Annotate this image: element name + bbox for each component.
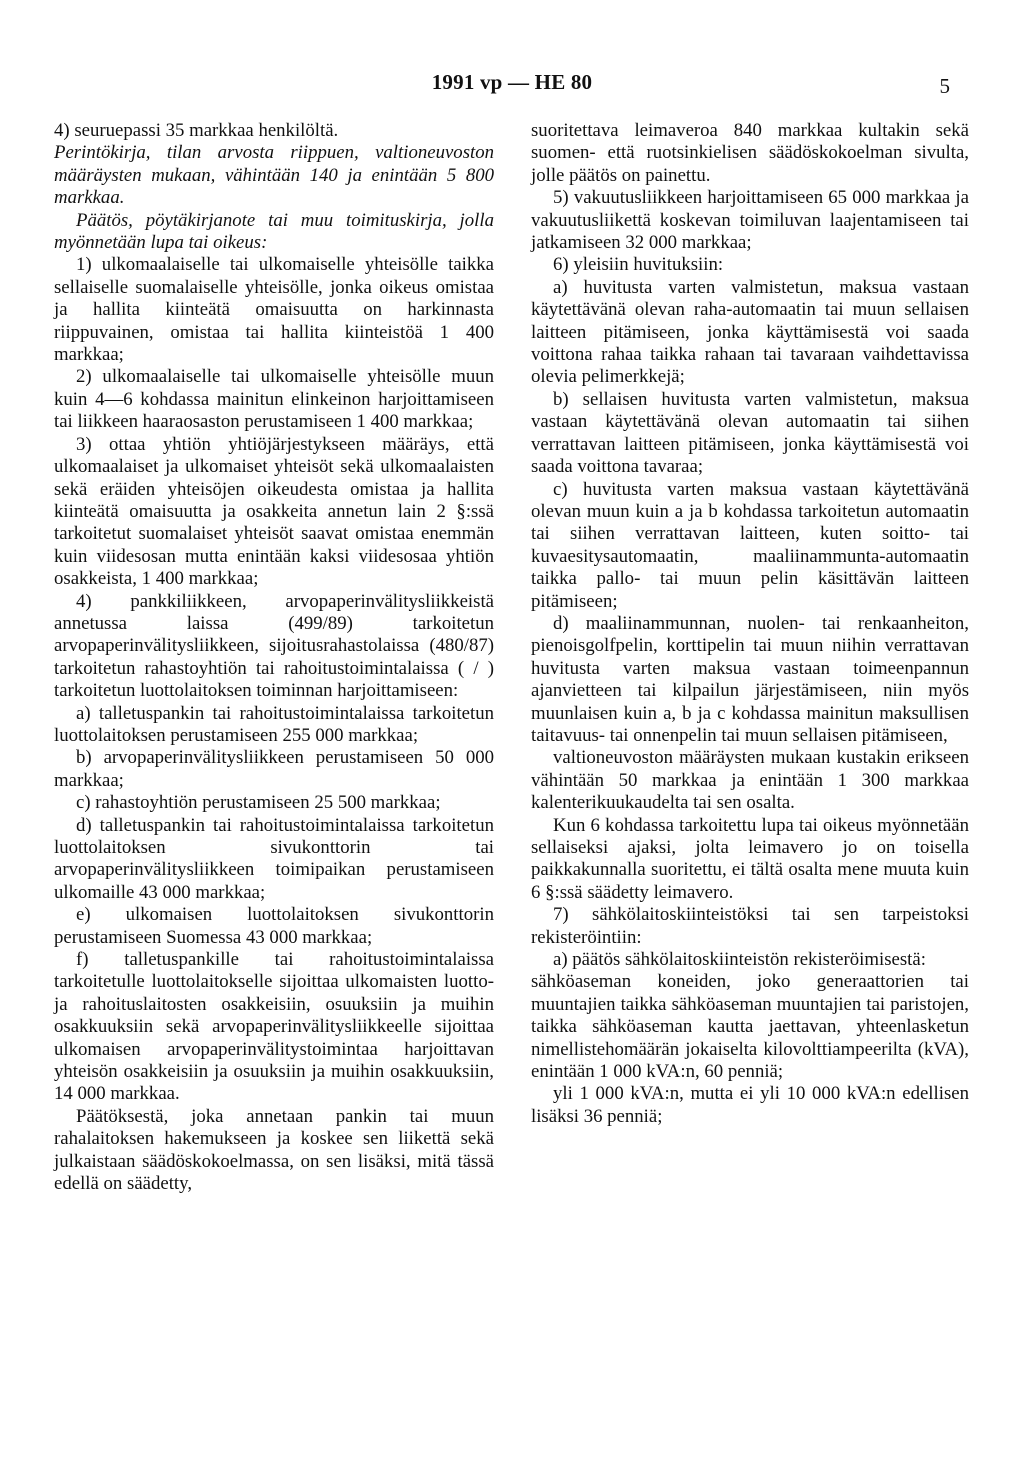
paragraph: 6) yleisiin huvituksiin: <box>553 254 724 276</box>
paragraph: 5) vakuutusliikkeen harjoittamiseen 65 000 markkaa ja vakuutusliikettä koskevan toimiluvan laajentamiseen tai jatkamiseen 32 000 markkaa; <box>531 187 969 254</box>
page-header <box>0 70 1024 100</box>
paragraph: d) talletuspankin tai rahoitustoimintalaissa tarkoitetun luottolaitoksen sivukonttorin tai arvopaperinvälitysliikkeen toimipaikan perustamiseen ulkomaille 43 000 markkaa; <box>54 814 494 903</box>
paragraph: suoritettava leimaveroa 840 markkaa kultakin sekä suomen- että ruotsinkielisen säädöskokoelman sivulta, jolle päätös on painettu. <box>531 120 969 186</box>
paragraph: e) ulkomaisen luottolaitoksen sivukonttorin perustamiseen Suomessa 43 000 markkaa; <box>54 904 494 948</box>
paragraph: 1) ulkomaalaiselle tai ulkomaiselle yhteisölle taikka sellaiselle suomalaiselle yhteisölle, jonka oikeus omistaa ja hallita kiinteätä omaisuutta on harkinnasta riippuvainen, omistaa tai hallita kiinteistöä 1 400 markkaa; <box>54 254 494 366</box>
paragraph: Päätöksestä, joka annetaan pankin tai muun rahalaitoksen hakemukseen ja koskee sen liikettä sekä julkaistaan säädöskokoelmassa, on sen lisäksi, mitä tässä edellä on säädetty, <box>54 1105 494 1195</box>
paragraph: c) huvitusta varten maksua vastaan käytettävänä olevan muun kuin a ja b kohdassa tarkoitetun automaatin tai siihen verrattavan laitteen, kuten soitto- tai kuvaesitysautomaatin, maaliinammunta-automaatin taikka pallo- tai muun pelin käsittävän laitteen pitämiseen; <box>531 478 969 612</box>
paragraph: a) talletuspankin tai rahoitustoimintalaissa tarkoitetun luottolaitoksen perustamiseen 255 000 markkaa; <box>54 702 494 746</box>
paragraph: Kun 6 kohdassa tarkoitettu lupa tai oikeus myönnetään sellaiseksi ajaksi, jolta leimavero jo on toisella paikkakunnalla suoritettu, ei tältä osalta mene muuta kuin 6 §:ssä säädetty leimavero. <box>531 814 969 903</box>
paragraph <box>54 142 494 209</box>
paragraph <box>54 210 494 255</box>
header-title: 1991 vp — HE 80 <box>431 70 593 94</box>
paragraph: 4) seuruepassi 35 markkaa henkilöltä. <box>54 120 339 141</box>
paragraph: yli 1 000 kVA:n, mutta ei yli 10 000 kVA:n edellisen lisäksi 36 penniä; <box>531 1083 969 1127</box>
paragraph: c) rahastoyhtiön perustamiseen 25 500 markkaa; <box>76 792 441 814</box>
paragraph: 2) ulkomaalaiselle tai ulkomaiselle yhteisölle muun kuin 4—6 kohdassa mainitun elinkeinon harjoittamiseen tai liikkeen haaraosaston perustamiseen 1 400 markkaa; <box>54 366 494 433</box>
paragraph: sähköaseman koneiden, joko generaattorien tai muuntajien taikka sähköaseman muuntajien tai paristojen, taikka sähköaseman kautta jaettavan, yhteenlasketun nimellistehomäärän jokaiselta kilovolttiampeerilta (kVA), enintään 1 000 kVA:n, 60 penniä; <box>531 971 969 1083</box>
paragraph: b) sellaisen huvitusta varten valmistetun, maksua vastaan käytettävänä olevan automaatin tai siihen verrattavan laitteen pitämiseen, jonka käyttämisestä voi saada voittona tavaraa; <box>531 388 969 478</box>
right-column <box>531 120 969 1128</box>
paragraph: f) talletuspankille tai rahoitustoimintalaissa tarkoitetulle luottolaitokselle sijoittaa ulkomaisten luotto- ja rahoituslaitosten osakkeisiin, osuuksiin ja muihin osakkuuksiin sekä arvopaperinvälitysliikkeelle sijoittaa ulkomaisen arvopaperinvälitystoimintaa harjoittavan yhteisön osakkeisiin ja osuuksiin ja muihin osakkuuksiin, 14 000 markkaa. <box>54 949 494 1105</box>
paragraph: a) huvitusta varten valmistetun, maksua vastaan käytettävänä olevan raha-automaatin tai muun sellaisen laitteen pitämiseen, jonka käyttämisestä voi saada voittona rahaa taikka rahaan tai tavaraan vaihdettavissa olevia pelimerkkejä; <box>531 276 969 388</box>
paragraph: 3) ottaa yhtiön yhtiöjärjestykseen määräys, että ulkomaalaiset ja ulkomaiset yhteisöt sekä ulkomaalaisten sekä eräiden yhteisöjen oikeudesta omistaa ja hallita kiinteätä omaisuutta ja osakkeita annetun lain 2 §:ssä tarkoitetut suomalaiset yhteisöt saavat omistaa enemmän kuin viidesosan mutta enintään kaksi viidesosaa yhtiön osakkeista, 1 400 markkaa; <box>54 433 494 590</box>
paragraph: d) maaliinammunnan, nuolen- tai renkaanheiton, pienoisgolfpelin, korttipelin tai muun niihin verrattavan huvitusta varten maksua vastaan toimeenpannun ajanvietteen tai kilpailun järjestämiseen, niin myös muunlaisen kuin a, b ja c kohdassa mainitun maksullisen taitavuus- tai onnenpelin tai muun sellaisen pitämiseen, <box>531 612 969 746</box>
paragraph: a) päätös sähkölaitoskiinteistön rekisteröimisestä: <box>553 949 926 971</box>
paragraph: 7) sähkölaitoskiinteistöksi tai sen tarpeistoksi rekisteröintiin: <box>531 904 969 948</box>
left-column <box>54 120 494 1196</box>
italic-paragraph: Perintökirja, tilan arvosta riippuen, valtioneuvoston määräysten mukaan, vähintään 140 ja enintään 5 800 markkaa. <box>54 142 494 209</box>
paragraph: valtioneuvoston määräysten mukaan kustakin erikseen vähintään 50 markkaa ja enintään 1 300 markkaa kalenterikuukaudelta tai sen osalta. <box>531 747 969 814</box>
paragraph: b) arvopaperinvälitysliikkeen perustamiseen 50 000 markkaa; <box>54 747 494 791</box>
italic-paragraph: Päätös, pöytäkirjanote tai muu toimituskirja, jolla myönnetään lupa tai oikeus: <box>54 209 494 254</box>
page-number: 5 <box>939 74 950 98</box>
paragraph: 4) pankkiliikkeen, arvopaperinvälitysliikkeistä annetussa laissa (499/89) tarkoitetun arvopaperinvälitysliikkeen, sijoitusrahastolaissa (480/87) tarkoitetun rahastoyhtiön tai rahoitustoimintalaissa ( / ) tarkoitetun luottolaitoksen toiminnan harjoittamiseen: <box>54 590 494 702</box>
